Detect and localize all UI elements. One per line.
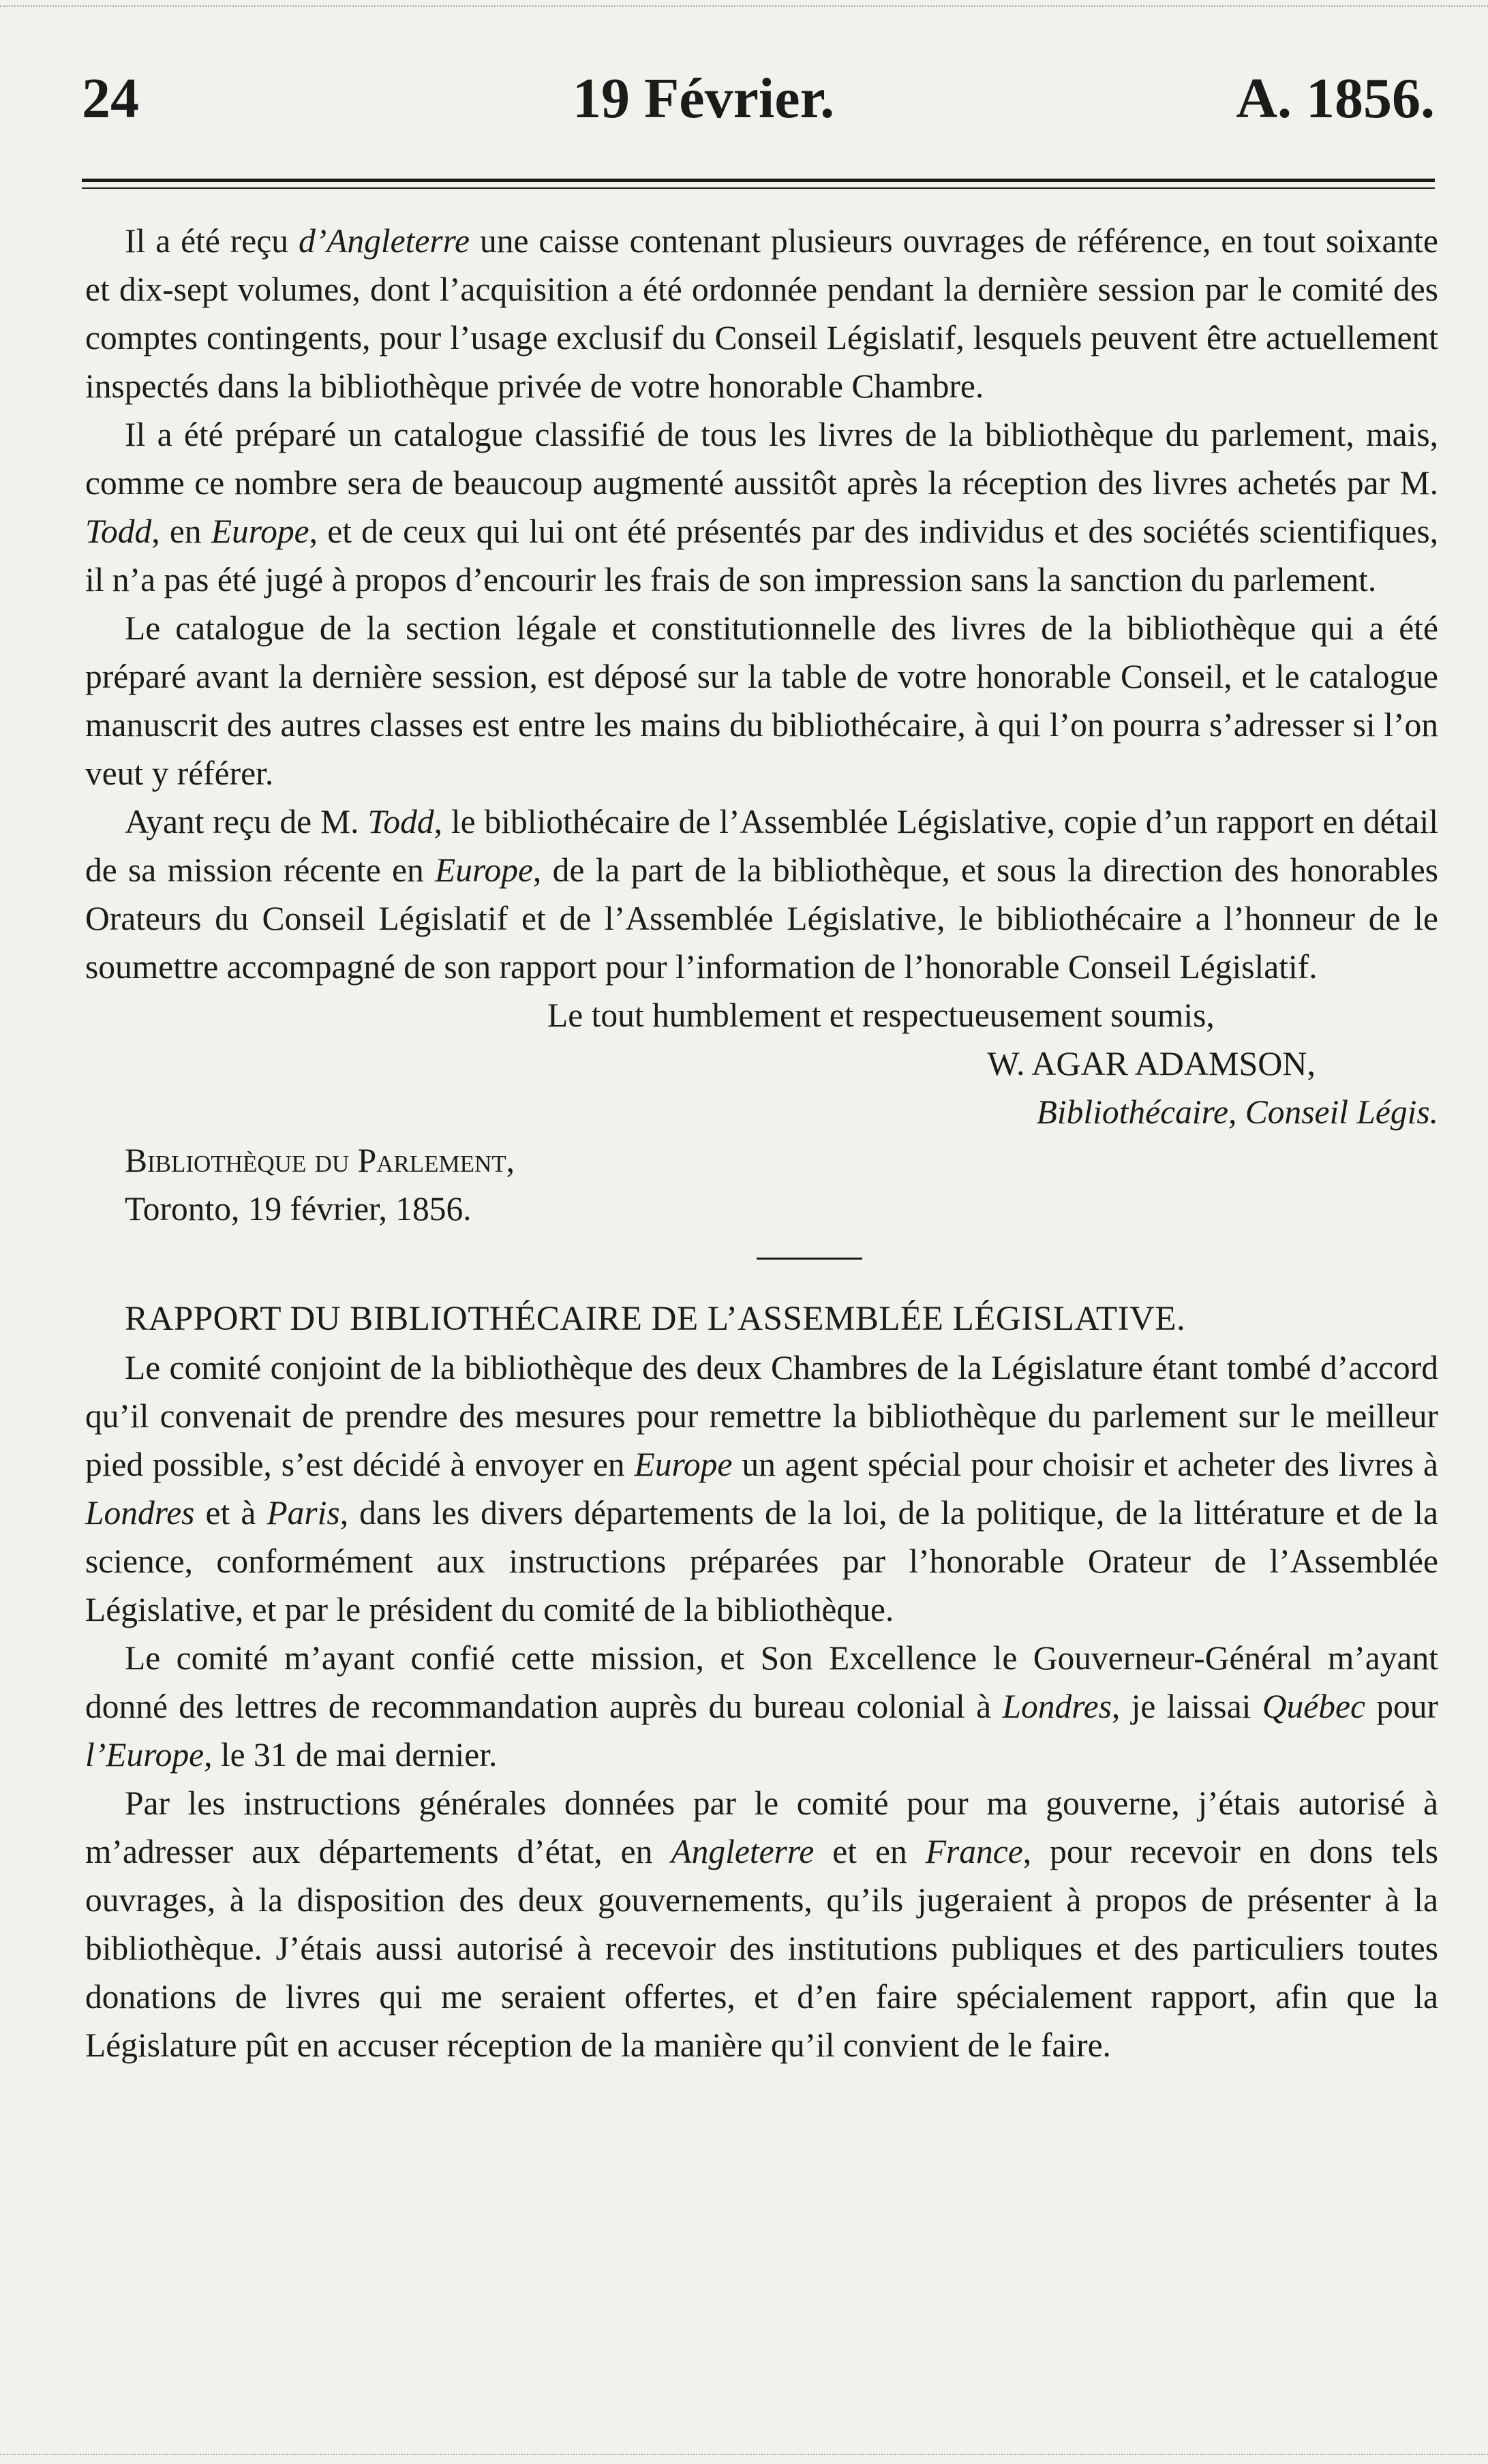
closing-line: Le tout humblement et respectueusement soumis, [547,997,1215,1034]
page-number: 24 [82,67,139,130]
header-rule-thick [82,179,1435,182]
paragraph: Ayant reçu de M. Todd, le bibliothécaire de l’Assemblée Législative, copie d’un rapport en détail de sa mission récente en Europe, de la part de la bibliothèque, et sous la direction des honorables Orateurs du Conseil Législatif et de l’Assemblée Législative, le bibliothécaire a l’honneur de le soumettre accompagné de son rapport pour l’information de l’honorable Conseil Législatif. [85,803,1439,986]
signature-title: Bibliothécaire, Conseil Légis. [1036,1093,1438,1131]
body-text [85,217,1438,2069]
paragraph: Le catalogue de la section légale et constitutionnelle des livres de la bibliothèque qui a été préparé avant la dernière session, est déposé sur la table de votre honorable Conseil, et le catalogue manuscrit des autres classes est entre les mains du bibliothécaire, à qui l’on pourra s’adresser si l’on veut y référer. [85,609,1438,792]
paragraph: Il a été reçu d’Angleterre une caisse contenant plusieurs ouvrages de référence, en tout soixante et dix-sept volumes, dont l’acquisition a été ordonnée pendant la dernière session par le comité des comptes contingents, pour l’usage exclusif du Conseil Législatif, lesquels peuvent être actuellement inspectés dans la bibliothèque privée de votre honorable Chambre. [85,222,1438,405]
paragraph: Par les instructions générales données par le comité pour ma gouverne, j’étais autorisé à m’adresser aux départements d’état, en Angleterre et en France, pour recevoir en dons tels ouvrages, à la disposition des deux gouvernements, qu’ils jugeraient à propos de présenter à la bibliothèque. J’étais aussi autorisé à recevoir des institutions publiques et des particuliers toutes donations de livres qui me seraient offertes, et d’en faire spécialement rapport, afin que la Législature pût en accuser réception de la manière qu’il convient de le faire. [85,1784,1438,2064]
place-date: Toronto, 19 février, 1856. [125,1190,472,1228]
header-year: A. 1856. [1236,67,1435,130]
running-header [82,65,1435,147]
paragraph: Le comité m’ayant confié cette mission, et Son Excellence le Gouverneur-Général m’ayant donné des lettres de recommandation auprès du bureau colonial à Londres, je laissai Québec pour l’Europe, le 31 de mai dernier. [85,1639,1439,1774]
header-date: 19 Février. [573,67,835,130]
scan-noise-top [0,5,1488,7]
report-title: RAPPORT DU BIBLIOTHÉCAIRE DE L’ASSEMBLÉE LÉGISLATIVE. [125,1300,1186,1338]
section-divider [757,1258,862,1260]
place-line: Bibliothèque du Parlement, [125,1142,515,1179]
paragraph: Il a été préparé un catalogue classifié de tous les livres de la bibliothèque du parlement, mais, comme ce nombre sera de beaucoup augmenté aussitôt après la réception des livres achetés par M. Todd, en Europe, et de ceux qui lui ont été présentés par des individus et des sociétés scientifiques, il n’a pas été jugé à propos d’encourir les frais de son impression sans la sanction du parlement. [85,416,1438,598]
scan-noise-bottom [0,2454,1488,2455]
header-rule-thin [82,187,1435,189]
paragraph: Le comité conjoint de la bibliothèque des deux Chambres de la Législature étant tombé d’accord qu’il convenait de prendre des mesures pour remettre la bibliothèque du parlement sur le meilleur pied possible, s’est décidé à envoyer en Europe un agent spécial pour choisir et acheter des livres à Londres et à Paris, dans les divers départements de la loi, de la politique, de la littérature et de la science, conformément aux instructions préparées par l’honorable Orateur de l’Assemblée Législative, et par le président du comité de la bibliothèque. [85,1349,1438,1628]
signature-name: W. AGAR ADAMSON, [987,1044,1316,1082]
